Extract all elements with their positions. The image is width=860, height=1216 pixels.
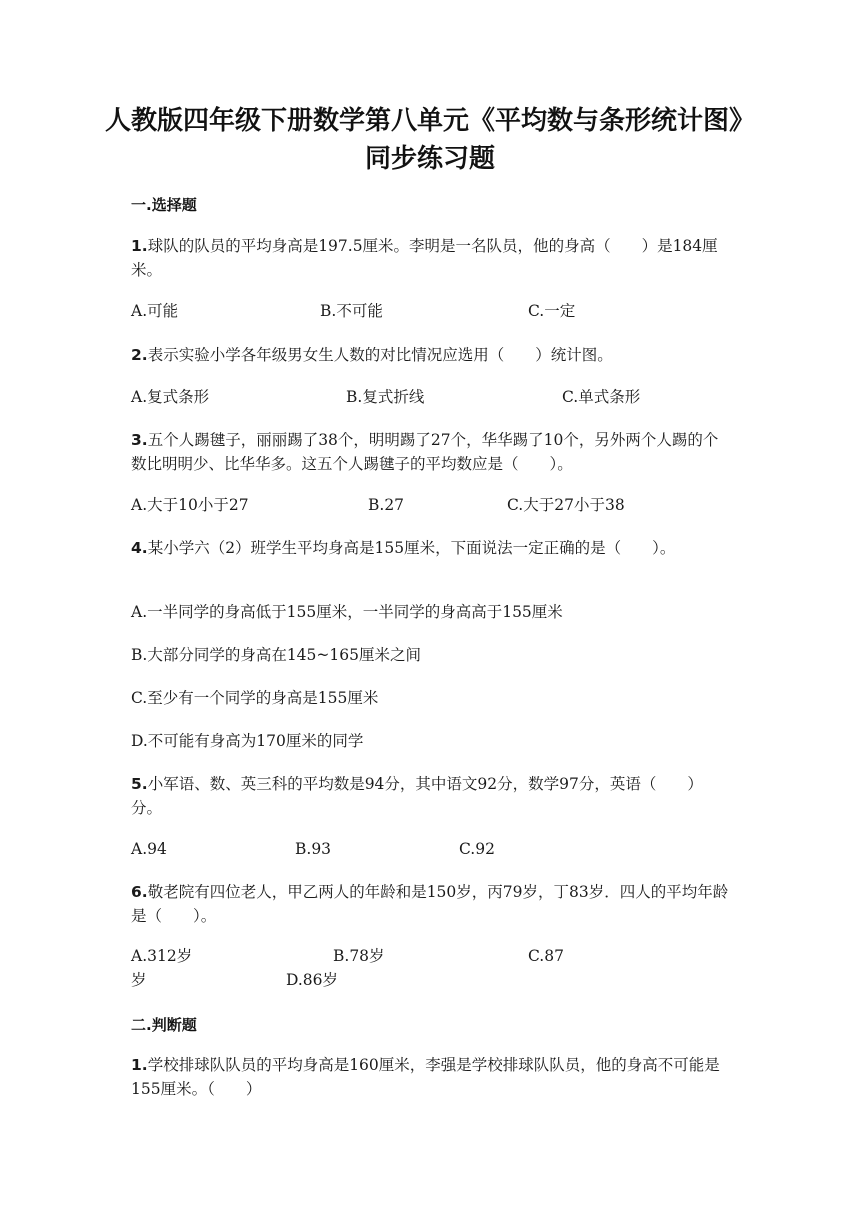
option-a: A.复式条形 (131, 388, 210, 406)
section-heading-choice: 一.选择题 (131, 196, 197, 214)
question-number: 3. (131, 431, 148, 449)
question-text: 某小学六（2）班学生平均身高是155厘米，下面说法一定正确的是（ ）。 (147, 539, 676, 557)
option-a: A.大于10小于27 (131, 496, 249, 514)
question-5 (131, 772, 731, 820)
option-b: B.大部分同学的身高在145~165厘米之间 (131, 646, 421, 664)
question-text: 学校排球队队员的平均身高是160厘米，李强是学校排球队队员，他的身高不可能是155厘米。（ ） (131, 1056, 720, 1098)
question-text: 小军语、数、英三科的平均数是94分，其中语文92分，数学97分，英语（ ）分。 (131, 775, 703, 817)
question-1 (131, 234, 731, 282)
question-text: 表示实验小学各年级男女生人数的对比情况应选用（ ）统计图。 (147, 346, 613, 364)
question-number: 5. (131, 775, 148, 793)
option-a: A.可能 (131, 302, 179, 320)
question-text: 敬老院有四位老人，甲乙两人的年龄和是150岁，丙79岁，丁83岁．四人的平均年龄是（ ）。 (131, 883, 729, 925)
option-c: C.至少有一个同学的身高是155厘米 (131, 689, 379, 707)
question-number: 1. (131, 1056, 148, 1074)
option-c: C.单式条形 (562, 388, 641, 406)
question-number: 6. (131, 883, 148, 901)
question-number: 1. (131, 237, 148, 255)
option-c: C.92 (459, 840, 495, 858)
option-d: D.86岁 (286, 971, 339, 989)
option-b: B.78岁 (333, 947, 385, 965)
option-d: D.不可能有身高为170厘米的同学 (131, 732, 364, 750)
option-b: B.27 (368, 496, 405, 514)
page-title: 人教版四年级下册数学第八单元《平均数与条形统计图》同步练习题 (104, 106, 755, 174)
option-b: B.不可能 (320, 302, 383, 320)
option-c-unit: 岁 (131, 971, 147, 989)
option-a: A.一半同学的身高低于155厘米，一半同学的身高高于155厘米 (131, 603, 563, 621)
option-c: C.大于27小于38 (507, 496, 625, 514)
question-4 (131, 536, 731, 560)
question-number: 2. (131, 346, 148, 364)
option-c: C.87 (528, 947, 564, 965)
section-heading-judge: 二.判断题 (131, 1016, 197, 1034)
option-c: C.一定 (528, 302, 576, 320)
option-a: A.94 (131, 840, 167, 858)
option-b: B.93 (295, 840, 332, 858)
question-2 (131, 343, 731, 367)
option-a: A.312岁 (131, 947, 193, 965)
judge-question-1 (131, 1053, 731, 1101)
question-text: 五个人踢毽子，丽丽踢了38个，明明踢了27个，华华踢了10个，另外两个人踢的个数比明明少、比华华多。这五个人踢毽子的平均数应是（ ）。 (131, 431, 719, 473)
question-number: 4. (131, 539, 148, 557)
question-3 (131, 428, 731, 476)
question-6 (131, 880, 731, 928)
question-text: 球队的队员的平均身高是197.5厘米。李明是一名队员，他的身高（ ）是184厘米。 (131, 237, 718, 279)
option-b: B.复式折线 (346, 388, 425, 406)
